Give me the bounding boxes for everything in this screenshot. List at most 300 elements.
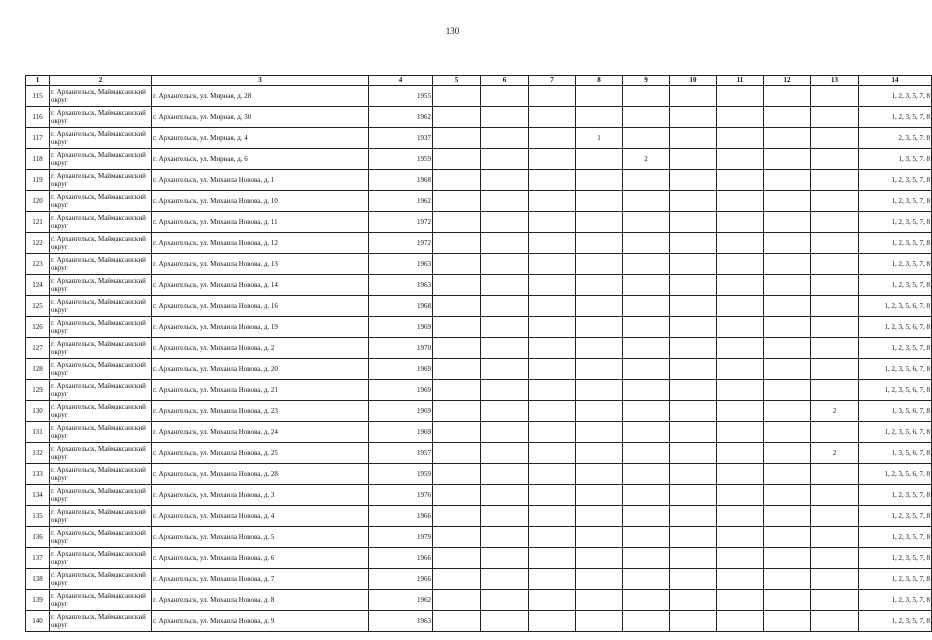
row-number-cell: 122 bbox=[26, 233, 50, 254]
address-cell: г. Архангельск, ул. Михаила Новова, д. 8 bbox=[152, 590, 369, 611]
empty-cell bbox=[433, 590, 481, 611]
col9-cell bbox=[623, 170, 670, 191]
district-cell: г. Архангельск, Маймаксанский округ bbox=[50, 86, 152, 107]
table-row bbox=[26, 380, 932, 401]
table-row bbox=[26, 338, 932, 359]
table-row bbox=[26, 86, 932, 107]
empty-cell bbox=[764, 590, 811, 611]
row-number-cell: 129 bbox=[26, 380, 50, 401]
col9-cell bbox=[623, 296, 670, 317]
empty-cell bbox=[529, 233, 576, 254]
row-number-cell: 123 bbox=[26, 254, 50, 275]
empty-cell bbox=[670, 443, 717, 464]
empty-cell bbox=[670, 548, 717, 569]
year-cell: 1972 bbox=[369, 233, 433, 254]
district-cell: г. Архангельск, Маймаксанский округ bbox=[50, 275, 152, 296]
empty-cell bbox=[717, 527, 764, 548]
year-cell: 1963 bbox=[369, 275, 433, 296]
empty-cell bbox=[433, 527, 481, 548]
empty-cell bbox=[670, 254, 717, 275]
row-number-cell: 125 bbox=[26, 296, 50, 317]
empty-cell bbox=[529, 107, 576, 128]
empty-cell bbox=[670, 611, 717, 632]
empty-cell bbox=[529, 128, 576, 149]
table-row bbox=[26, 275, 932, 296]
col13-cell bbox=[811, 548, 859, 569]
col8-cell bbox=[576, 380, 623, 401]
table-row bbox=[26, 611, 932, 632]
empty-cell bbox=[529, 296, 576, 317]
col8-cell bbox=[576, 506, 623, 527]
buildings-table bbox=[25, 75, 932, 632]
col8-cell bbox=[576, 338, 623, 359]
table-row bbox=[26, 569, 932, 590]
empty-cell bbox=[717, 443, 764, 464]
empty-cell bbox=[764, 170, 811, 191]
address-cell: г. Архангельск, ул. Михаила Новова, д. 12 bbox=[152, 233, 369, 254]
district-cell: г. Архангельск, Маймаксанский округ bbox=[50, 191, 152, 212]
empty-cell bbox=[529, 338, 576, 359]
page-number: 130 bbox=[445, 26, 460, 36]
year-cell: 1968 bbox=[369, 170, 433, 191]
col13-cell bbox=[811, 296, 859, 317]
column-header: 8 bbox=[576, 76, 623, 86]
col9-cell: 2 bbox=[623, 149, 670, 170]
empty-cell bbox=[764, 191, 811, 212]
table-row bbox=[26, 401, 932, 422]
col8-cell bbox=[576, 233, 623, 254]
col13-cell bbox=[811, 506, 859, 527]
year-cell: 1963 bbox=[369, 254, 433, 275]
col13-cell bbox=[811, 485, 859, 506]
column-header: 11 bbox=[717, 76, 764, 86]
col9-cell bbox=[623, 464, 670, 485]
empty-cell bbox=[481, 338, 529, 359]
empty-cell bbox=[529, 464, 576, 485]
column-header: 7 bbox=[529, 76, 576, 86]
col13-cell bbox=[811, 149, 859, 170]
col13-cell: 2 bbox=[811, 401, 859, 422]
empty-cell bbox=[670, 86, 717, 107]
empty-cell bbox=[529, 527, 576, 548]
empty-cell bbox=[764, 359, 811, 380]
empty-cell bbox=[529, 170, 576, 191]
address-cell: г. Архангельск, ул. Михаила Новова, д. 21 bbox=[152, 380, 369, 401]
address-cell: г. Архангельск, ул. Мирная, д. 30 bbox=[152, 107, 369, 128]
col8-cell bbox=[576, 212, 623, 233]
empty-cell bbox=[433, 422, 481, 443]
col8-cell bbox=[576, 485, 623, 506]
empty-cell bbox=[433, 338, 481, 359]
empty-cell bbox=[433, 296, 481, 317]
empty-cell bbox=[764, 212, 811, 233]
empty-cell bbox=[529, 485, 576, 506]
district-cell: г. Архангельск, Маймаксанский округ bbox=[50, 485, 152, 506]
year-cell: 1962 bbox=[369, 590, 433, 611]
col13-cell bbox=[811, 107, 859, 128]
year-cell: 1959 bbox=[369, 149, 433, 170]
col9-cell bbox=[623, 590, 670, 611]
district-cell: г. Архангельск, Маймаксанский округ bbox=[50, 443, 152, 464]
empty-cell bbox=[670, 317, 717, 338]
year-cell: 1968 bbox=[369, 296, 433, 317]
empty-cell bbox=[481, 464, 529, 485]
empty-cell bbox=[481, 611, 529, 632]
table-row bbox=[26, 296, 932, 317]
col13-cell: 2 bbox=[811, 443, 859, 464]
empty-cell bbox=[764, 338, 811, 359]
year-cell: 1969 bbox=[369, 359, 433, 380]
year-cell: 1969 bbox=[369, 317, 433, 338]
year-cell: 1937 bbox=[369, 128, 433, 149]
empty-cell bbox=[529, 254, 576, 275]
empty-cell bbox=[764, 317, 811, 338]
header-row bbox=[26, 76, 932, 86]
empty-cell bbox=[433, 149, 481, 170]
criteria-cell: 1, 2, 3, 5, 7, 8 bbox=[859, 338, 932, 359]
criteria-cell: 1, 2, 3, 5, 6, 7, 8 bbox=[859, 380, 932, 401]
district-cell: г. Архангельск, Маймаксанский округ bbox=[50, 212, 152, 233]
empty-cell bbox=[764, 485, 811, 506]
empty-cell bbox=[481, 191, 529, 212]
empty-cell bbox=[670, 527, 717, 548]
col9-cell bbox=[623, 212, 670, 233]
table-row bbox=[26, 128, 932, 149]
year-cell: 1979 bbox=[369, 527, 433, 548]
table-row bbox=[26, 107, 932, 128]
empty-cell bbox=[717, 212, 764, 233]
empty-cell bbox=[764, 569, 811, 590]
col9-cell bbox=[623, 128, 670, 149]
empty-cell bbox=[717, 359, 764, 380]
address-cell: г. Архангельск, ул. Михаила Новова, д. 10 bbox=[152, 191, 369, 212]
empty-cell bbox=[717, 317, 764, 338]
col8-cell bbox=[576, 548, 623, 569]
empty-cell bbox=[717, 86, 764, 107]
empty-cell bbox=[717, 107, 764, 128]
empty-cell bbox=[764, 464, 811, 485]
table-row bbox=[26, 191, 932, 212]
col9-cell bbox=[623, 401, 670, 422]
district-cell: г. Архангельск, Маймаксанский округ bbox=[50, 422, 152, 443]
criteria-cell: 1, 3, 5, 6, 7, 8 bbox=[859, 443, 932, 464]
empty-cell bbox=[433, 401, 481, 422]
empty-cell bbox=[433, 317, 481, 338]
column-header: 3 bbox=[152, 76, 369, 86]
column-header: 13 bbox=[811, 76, 859, 86]
year-cell: 1966 bbox=[369, 548, 433, 569]
criteria-cell: 1, 2, 3, 5, 7, 8 bbox=[859, 233, 932, 254]
table-row bbox=[26, 170, 932, 191]
row-number-cell: 117 bbox=[26, 128, 50, 149]
row-number-cell: 130 bbox=[26, 401, 50, 422]
column-header: 10 bbox=[670, 76, 717, 86]
empty-cell bbox=[481, 422, 529, 443]
col8-cell bbox=[576, 443, 623, 464]
address-cell: г. Архангельск, ул. Мирная, д. 4 bbox=[152, 128, 369, 149]
empty-cell bbox=[433, 380, 481, 401]
empty-cell bbox=[717, 422, 764, 443]
empty-cell bbox=[670, 464, 717, 485]
row-number-cell: 120 bbox=[26, 191, 50, 212]
empty-cell bbox=[433, 212, 481, 233]
address-cell: г. Архангельск, ул. Михаила Новова, д. 5 bbox=[152, 527, 369, 548]
row-number-cell: 124 bbox=[26, 275, 50, 296]
empty-cell bbox=[481, 401, 529, 422]
empty-cell bbox=[433, 548, 481, 569]
empty-cell bbox=[481, 254, 529, 275]
row-number-cell: 116 bbox=[26, 107, 50, 128]
empty-cell bbox=[670, 275, 717, 296]
address-cell: г. Архангельск, ул. Михаила Новова, д. 19 bbox=[152, 317, 369, 338]
empty-cell bbox=[717, 296, 764, 317]
criteria-cell: 2, 3, 5, 7. 8 bbox=[859, 128, 932, 149]
row-number-cell: 127 bbox=[26, 338, 50, 359]
empty-cell bbox=[670, 590, 717, 611]
empty-cell bbox=[529, 317, 576, 338]
col13-cell bbox=[811, 191, 859, 212]
col9-cell bbox=[623, 86, 670, 107]
address-cell: г. Архангельск, ул. Михаила Новова, д. 4 bbox=[152, 506, 369, 527]
row-number-cell: 135 bbox=[26, 506, 50, 527]
col9-cell bbox=[623, 275, 670, 296]
col9-cell bbox=[623, 422, 670, 443]
empty-cell bbox=[717, 254, 764, 275]
district-cell: г. Архангельск, Маймаксанский округ bbox=[50, 170, 152, 191]
column-header: 2 bbox=[50, 76, 152, 86]
col8-cell bbox=[576, 527, 623, 548]
row-number-cell: 134 bbox=[26, 485, 50, 506]
address-cell: г. Архангельск, ул. Михаила Новова, д. 7 bbox=[152, 569, 369, 590]
col13-cell bbox=[811, 233, 859, 254]
address-cell: г. Архангельск, ул. Михаила Новова, д. 25 bbox=[152, 443, 369, 464]
empty-cell bbox=[764, 233, 811, 254]
empty-cell bbox=[764, 401, 811, 422]
criteria-cell: 1, 3, 5, 6, 7, 8 bbox=[859, 401, 932, 422]
empty-cell bbox=[529, 380, 576, 401]
empty-cell bbox=[670, 338, 717, 359]
table-row bbox=[26, 443, 932, 464]
col9-cell bbox=[623, 107, 670, 128]
address-cell: г. Архангельск, ул. Михаила Новова, д. 2 bbox=[152, 338, 369, 359]
address-cell: г. Архангельск, ул. Михаила Новова, д. 1 bbox=[152, 170, 369, 191]
table-row bbox=[26, 359, 932, 380]
year-cell: 1970 bbox=[369, 338, 433, 359]
year-cell: 1972 bbox=[369, 212, 433, 233]
col9-cell bbox=[623, 527, 670, 548]
empty-cell bbox=[717, 128, 764, 149]
empty-cell bbox=[717, 569, 764, 590]
criteria-cell: 1, 2, 3, 5, 7, 8 bbox=[859, 275, 932, 296]
col9-cell bbox=[623, 359, 670, 380]
empty-cell bbox=[481, 107, 529, 128]
empty-cell bbox=[717, 485, 764, 506]
row-number-cell: 137 bbox=[26, 548, 50, 569]
empty-cell bbox=[670, 485, 717, 506]
criteria-cell: 1, 2, 3, 5, 6, 7, 8 bbox=[859, 422, 932, 443]
district-cell: г. Архангельск, Маймаксанский округ bbox=[50, 233, 152, 254]
empty-cell bbox=[529, 359, 576, 380]
year-cell: 1969 bbox=[369, 422, 433, 443]
column-header: 4 bbox=[369, 76, 433, 86]
col13-cell bbox=[811, 338, 859, 359]
col9-cell bbox=[623, 254, 670, 275]
empty-cell bbox=[670, 569, 717, 590]
empty-cell bbox=[764, 149, 811, 170]
column-header: 12 bbox=[764, 76, 811, 86]
empty-cell bbox=[481, 506, 529, 527]
year-cell: 1963 bbox=[369, 611, 433, 632]
col13-cell bbox=[811, 527, 859, 548]
row-number-cell: 139 bbox=[26, 590, 50, 611]
empty-cell bbox=[717, 464, 764, 485]
empty-cell bbox=[529, 191, 576, 212]
empty-cell bbox=[433, 128, 481, 149]
empty-cell bbox=[481, 548, 529, 569]
year-cell: 1957 bbox=[369, 443, 433, 464]
district-cell: г. Архангельск, Маймаксанский округ bbox=[50, 338, 152, 359]
row-number-cell: 133 bbox=[26, 464, 50, 485]
empty-cell bbox=[717, 191, 764, 212]
empty-cell bbox=[764, 296, 811, 317]
district-cell: г. Архангельск, Маймаксанский округ bbox=[50, 548, 152, 569]
empty-cell bbox=[717, 170, 764, 191]
column-header: 9 bbox=[623, 76, 670, 86]
district-cell: г. Архангельск, Маймаксанский округ bbox=[50, 149, 152, 170]
empty-cell bbox=[717, 233, 764, 254]
col8-cell bbox=[576, 191, 623, 212]
row-number-cell: 132 bbox=[26, 443, 50, 464]
col9-cell bbox=[623, 506, 670, 527]
empty-cell bbox=[764, 527, 811, 548]
address-cell: г. Архангельск, ул. Михаила Новова, д. 3 bbox=[152, 485, 369, 506]
col8-cell bbox=[576, 107, 623, 128]
empty-cell bbox=[433, 254, 481, 275]
col13-cell bbox=[811, 611, 859, 632]
criteria-cell: 1, 2, 3, 5, 7, 8 bbox=[859, 86, 932, 107]
col8-cell bbox=[576, 254, 623, 275]
table-row bbox=[26, 149, 932, 170]
empty-cell bbox=[433, 506, 481, 527]
empty-cell bbox=[670, 296, 717, 317]
table-row bbox=[26, 317, 932, 338]
empty-cell bbox=[670, 149, 717, 170]
empty-cell bbox=[670, 422, 717, 443]
col13-cell bbox=[811, 422, 859, 443]
row-number-cell: 138 bbox=[26, 569, 50, 590]
year-cell: 1959 bbox=[369, 464, 433, 485]
criteria-cell: 1, 2, 3, 5, 7, 8 bbox=[859, 191, 932, 212]
criteria-cell: 1, 2, 3, 5, 6, 7, 8 bbox=[859, 296, 932, 317]
table-row bbox=[26, 464, 932, 485]
table-row bbox=[26, 485, 932, 506]
col8-cell bbox=[576, 569, 623, 590]
criteria-cell: 1, 2, 3, 5, 6, 7, 8 bbox=[859, 464, 932, 485]
col13-cell bbox=[811, 128, 859, 149]
criteria-cell: 1, 2, 3, 5, 6, 7, 8 bbox=[859, 359, 932, 380]
year-cell: 1966 bbox=[369, 569, 433, 590]
district-cell: г. Архангельск, Маймаксанский округ bbox=[50, 359, 152, 380]
address-cell: г. Архангельск, ул. Михаила Новова, д. 14 bbox=[152, 275, 369, 296]
year-cell: 1962 bbox=[369, 107, 433, 128]
empty-cell bbox=[433, 485, 481, 506]
empty-cell bbox=[481, 233, 529, 254]
criteria-cell: 1, 3, 5, 7. 8 bbox=[859, 149, 932, 170]
empty-cell bbox=[481, 485, 529, 506]
col13-cell bbox=[811, 569, 859, 590]
col9-cell bbox=[623, 317, 670, 338]
criteria-cell: 1, 2, 3, 5, 7, 8 bbox=[859, 212, 932, 233]
col9-cell bbox=[623, 233, 670, 254]
empty-cell bbox=[529, 611, 576, 632]
col8-cell bbox=[576, 590, 623, 611]
empty-cell bbox=[670, 401, 717, 422]
empty-cell bbox=[529, 212, 576, 233]
criteria-cell: 1, 2, 3, 5, 7, 8 bbox=[859, 107, 932, 128]
year-cell: 1955 bbox=[369, 86, 433, 107]
empty-cell bbox=[529, 506, 576, 527]
table-row bbox=[26, 590, 932, 611]
district-cell: г. Архангельск, Маймаксанский округ bbox=[50, 527, 152, 548]
row-number-cell: 136 bbox=[26, 527, 50, 548]
year-cell: 1969 bbox=[369, 380, 433, 401]
empty-cell bbox=[764, 86, 811, 107]
col13-cell bbox=[811, 212, 859, 233]
empty-cell bbox=[717, 548, 764, 569]
empty-cell bbox=[670, 128, 717, 149]
empty-cell bbox=[529, 548, 576, 569]
col9-cell bbox=[623, 548, 670, 569]
address-cell: г. Архангельск, ул. Мирная, д. 28 bbox=[152, 86, 369, 107]
row-number-cell: 140 bbox=[26, 611, 50, 632]
empty-cell bbox=[433, 275, 481, 296]
empty-cell bbox=[529, 275, 576, 296]
district-cell: г. Архангельск, Маймаксанский округ bbox=[50, 401, 152, 422]
table-row bbox=[26, 254, 932, 275]
col8-cell: 1 bbox=[576, 128, 623, 149]
empty-cell bbox=[529, 590, 576, 611]
col13-cell bbox=[811, 254, 859, 275]
empty-cell bbox=[433, 569, 481, 590]
district-cell: г. Архангельск, Маймаксанский округ bbox=[50, 611, 152, 632]
empty-cell bbox=[670, 107, 717, 128]
empty-cell bbox=[670, 191, 717, 212]
criteria-cell: 1, 2, 3, 5, 7, 8 bbox=[859, 611, 932, 632]
address-cell: г. Архангельск, ул. Михаила Новова, д. 11 bbox=[152, 212, 369, 233]
year-cell: 1969 bbox=[369, 401, 433, 422]
empty-cell bbox=[529, 86, 576, 107]
row-number-cell: 118 bbox=[26, 149, 50, 170]
empty-cell bbox=[764, 611, 811, 632]
criteria-cell: 1, 2, 3, 5, 7, 8 bbox=[859, 170, 932, 191]
district-cell: г. Архангельск, Маймаксанский округ bbox=[50, 107, 152, 128]
criteria-cell: 1, 2, 3, 5, 7, 8 bbox=[859, 485, 932, 506]
col9-cell bbox=[623, 443, 670, 464]
district-cell: г. Архангельск, Маймаксанский округ bbox=[50, 569, 152, 590]
empty-cell bbox=[481, 128, 529, 149]
empty-cell bbox=[481, 443, 529, 464]
empty-cell bbox=[764, 275, 811, 296]
address-cell: г. Архангельск, ул. Михаила Новова, д. 23 bbox=[152, 401, 369, 422]
criteria-cell: 1, 2, 3, 5, 7, 8 bbox=[859, 527, 932, 548]
column-header: 14 bbox=[859, 76, 932, 86]
empty-cell bbox=[717, 611, 764, 632]
year-cell: 1962 bbox=[369, 191, 433, 212]
empty-cell bbox=[481, 170, 529, 191]
address-cell: г. Архангельск, ул. Михаила Новова, д. 16 bbox=[152, 296, 369, 317]
col9-cell bbox=[623, 191, 670, 212]
empty-cell bbox=[433, 359, 481, 380]
